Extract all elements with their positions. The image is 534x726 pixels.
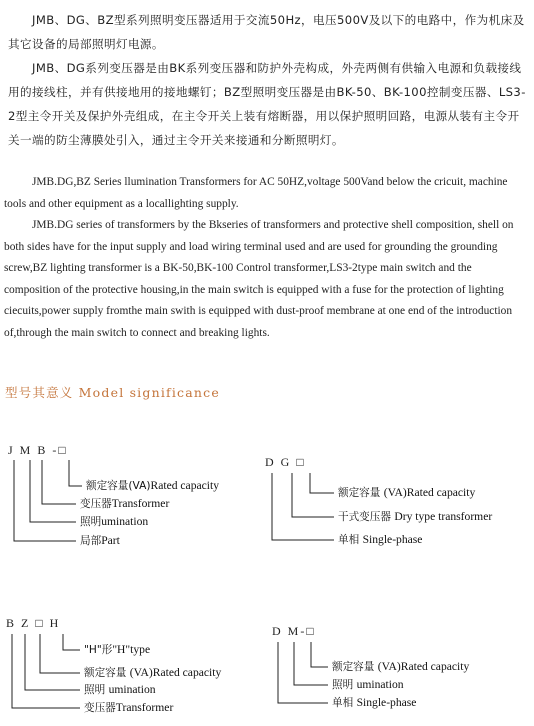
intro-en-paragraph-1: JMB.DG,BZ Series llumination Transformers for AC 50HZ,voltage 500Vand below the cricuit, machine tools and other equipment as a locallighting supply.: [4, 176, 508, 210]
jmb-label-rated-capacity: 额定容量(VA)Rated capacity: [86, 479, 220, 492]
jmb-label-transformer: 变压器Transformer: [80, 497, 170, 510]
dm-label-rated-capacity: 额定容量 (VA)Rated capacity: [332, 660, 470, 673]
jmb-label-part: 局部Part: [80, 534, 120, 547]
intro-cn-paragraph-1: JMB、DG、BZ型系列照明变压器适用于交流50Hz，电压500V及以下的电路中，作为机床及其它设备的局部照明灯电源。: [8, 13, 525, 51]
model-code-jmb: J M B -□: [8, 443, 68, 457]
model-code-dg: D G □: [265, 455, 306, 469]
intro-en-paragraph-2: JMB.DG series of transformers by the Bkseries of transformers and protective shell composition, shell on both sides have for the input supply and load wiring terminal used and are used for grounding the grounding screw,BZ lighting transformer is a BK-50,BK-100 Control transformer,LS3-2type main switch and the composition of the protective housing,in the main switch is equipped with a fuse for the protection of lighting ciecuits,power supply fromthe main swith is equipped with dust-proof membrane at one end of the introduction of,through the main switch to connect and breaking lights.: [4, 219, 514, 339]
dg-label-rated-capacity: 额定容量 (VA)Rated capacity: [338, 486, 476, 499]
model-code-bz: B Z □ H: [6, 616, 61, 630]
jmb-label-illumination: 照明umination: [80, 515, 149, 528]
intro-cn-paragraph-2: JMB、DG系列变压器是由BK系列变压器和防护外壳构成，外壳两侧有供输入电源和负载接线用的接线柱，并有供接地用的接地螺钉；BZ型照明变压器是由BK-50、BK-100控制变压器、LS3-2型主令开关及保护外壳组成，在主令开关上装有熔断器，用以保护照明回路，电源从装有主令开关一端的防尘薄膜处引入，通过主令开关来接通和分断照明灯。: [8, 61, 526, 147]
model-code-dm: D M-□: [272, 624, 316, 638]
bz-label-illumination: 照明 umination: [84, 683, 156, 696]
section-heading: 型号其意义 Model significance: [5, 385, 220, 400]
dm-label-single-phase: 单相 Single-phase: [332, 696, 417, 709]
bz-label-transformer: 变压器Transformer: [84, 701, 174, 714]
dg-label-dry-type-transformer: 干式变压器 Dry type transformer: [338, 510, 493, 523]
bz-label-h-type: "H"形"H"type: [84, 643, 151, 656]
bz-label-rated-capacity: 额定容量 (VA)Rated capacity: [84, 666, 222, 679]
dm-label-illumination: 照明 umination: [332, 678, 404, 691]
dg-label-single-phase: 单相 Single-phase: [338, 533, 423, 546]
